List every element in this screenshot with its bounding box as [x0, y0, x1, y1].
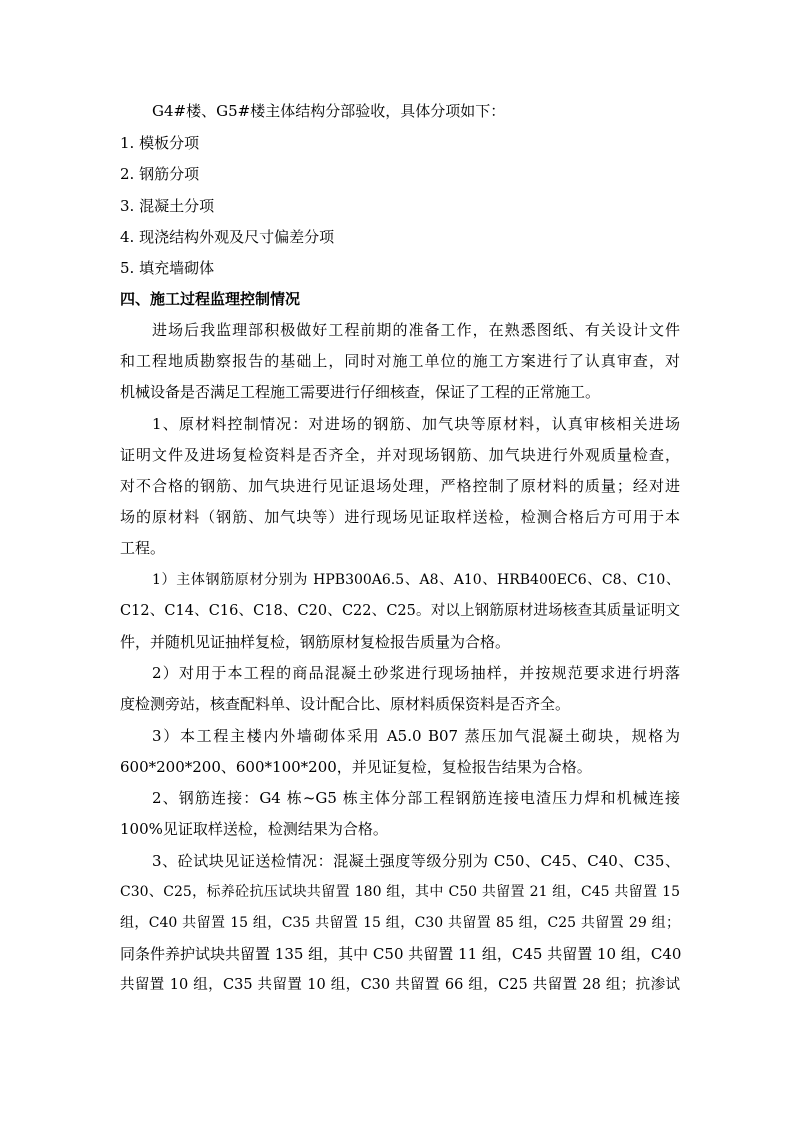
paragraph-line: 共留置 10 组，C35 共留置 10 组，C30 共留置 66 组，C25 共留置 28 组；抗渗试 [120, 977, 680, 993]
paragraph-line: 600*200*200、600*100*200，并见证复检，复检报告结果为合格。 [120, 758, 592, 776]
paragraph-line: 工程。 [120, 539, 166, 557]
list-item-4: 4. 现浇结构外观及尺寸偏差分项 [120, 228, 335, 246]
paragraph-line: 2）对用于本工程的商品混凝土砂浆进行现场抽样，并按规范要求进行坍落 [152, 664, 680, 682]
list-item-2: 2. 钢筋分项 [120, 165, 200, 183]
paragraph-line: 组，C40 共留置 15 组，C35 共留置 15 组，C30 共留置 85 组，C25 共留置 29 组； [120, 915, 680, 931]
paragraph-line: 100%见证取样送检，检测结果为合格。 [120, 820, 388, 838]
paragraph-line: 和工程地质勘察报告的基础上，同时对施工单位的施工方案进行了认真审查，对 [120, 352, 680, 370]
paragraph-line: 2、钢筋连接：G4 栋~G5 栋主体分部工程钢筋连接电渣压力焊和机械连接 [152, 789, 680, 807]
list-item-3: 3. 混凝土分项 [120, 197, 215, 215]
paragraph-line: 对不合格的钢筋、加气块进行见证退场处理，严格控制了原材料的质量；经对进 [120, 477, 680, 495]
paragraph-line: 场的原材料（钢筋、加气块等）进行现场见证取样送检，检测合格后方可用于本 [120, 508, 680, 526]
paragraph-line: 机械设备是否满足工程施工需要进行仔细核查，保证了工程的正常施工。 [120, 383, 601, 401]
paragraph-line: 度检测旁站，核查配料单、设计配合比、原材料质保资料是否齐全。 [120, 695, 571, 713]
list-item-1: 1. 模板分项 [120, 134, 200, 152]
paragraph-line: 1）主体钢筋原材分别为 HPB300A6.5、A8、A10、HRB400EC6、C8、C10、 [152, 572, 680, 588]
section-heading: 四、施工过程监理控制情况 [120, 290, 301, 308]
intro-line: G4#楼、G5#楼主体结构分部验收，具体分项如下： [152, 102, 506, 120]
paragraph-line: 件，并随机见证抽样复检，钢筋原材复检报告质量为合格。 [120, 633, 511, 651]
paragraph-line: 3）本工程主楼内外墙砌体采用 A5.0 B07 蒸压加气混凝土砌块，规格为 [152, 727, 680, 745]
list-item-5: 5. 填充墙砌体 [120, 259, 215, 277]
paragraph-line: 同条件养护试块共留置 135 组，其中 C50 共留置 11 组，C45 共留置 10 组，C40 [120, 945, 682, 963]
paragraph-line: 证明文件及进场复检资料是否齐全，并对现场钢筋、加气块进行外观质量检查， [120, 446, 680, 464]
paragraph-line: 3、砼试块见证送检情况：混凝土强度等级分别为 C50、C45、C40、C35、 [152, 852, 680, 870]
paragraph-line: C30、C25，标养砼抗压试块共留置 180 组，其中 C50 共留置 21 组，C45 共留置 15 [120, 884, 680, 900]
paragraph-line: 进场后我监理部积极做好工程前期的准备工作，在熟悉图纸、有关设计文件 [152, 321, 680, 339]
paragraph-line: C12、C14、C16、C18、C20、C22、C25。对以上钢筋原材进场核查其质量证明文 [120, 603, 680, 619]
paragraph-line: 1、原材料控制情况：对进场的钢筋、加气块等原材料，认真审核相关进场 [152, 415, 680, 433]
